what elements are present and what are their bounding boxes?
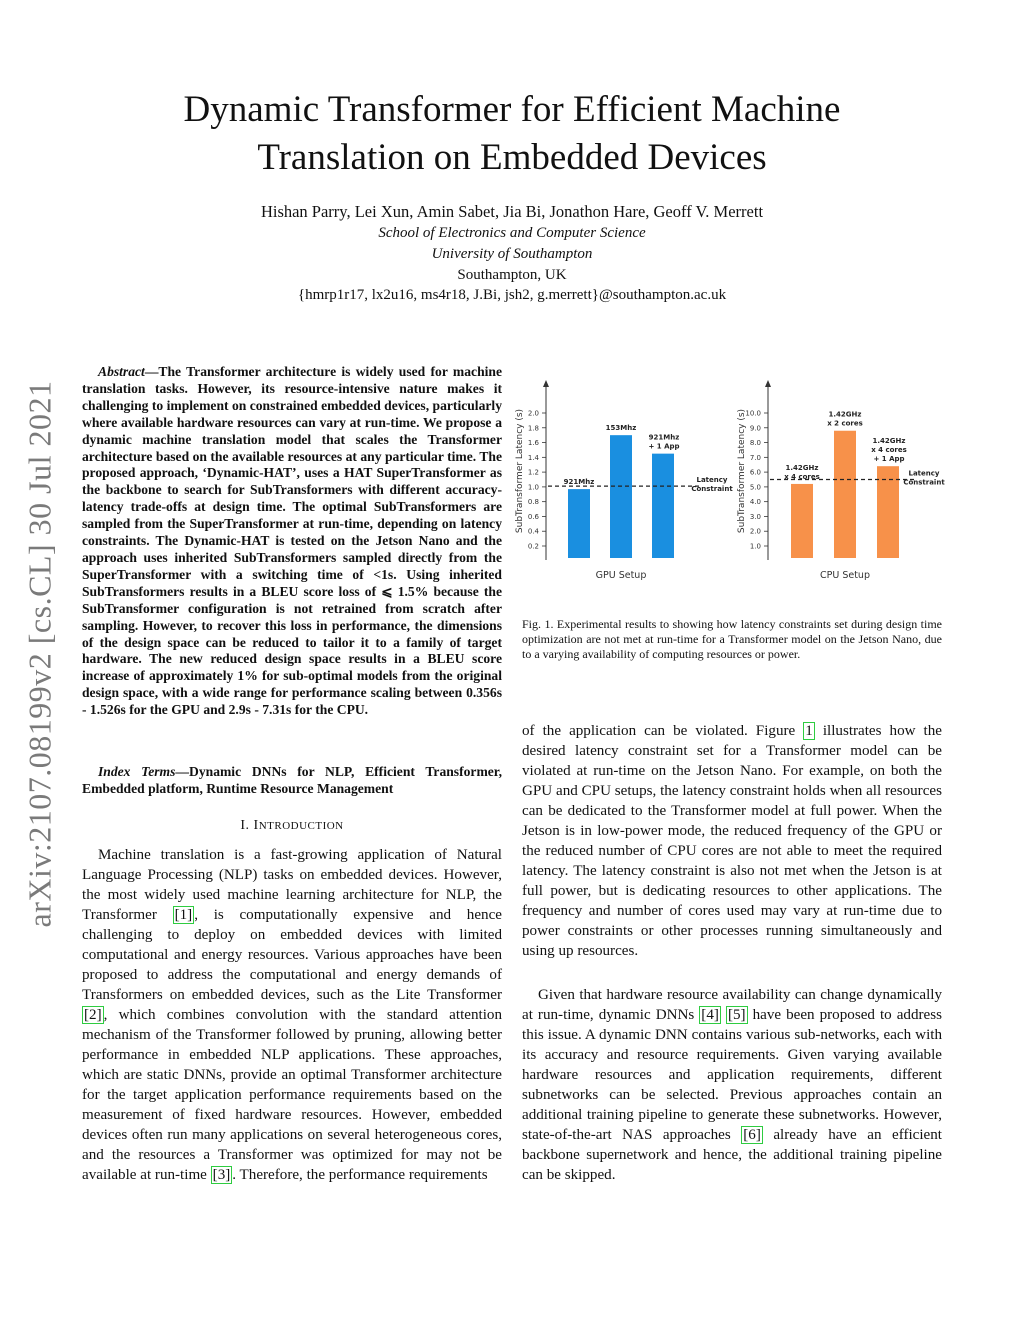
right-text-b: illustrates how the desired latency constraint set for a Transformer model can be violated at run-time on the Jetson Nano. For example, on both the GPU and CPU setups, the latency constraint holds when all resources can be dedicated to the Transformer model at full power. When the Jetson is in low-power mode, the reduced frequency of the GPU or the reduced number of CPU cores are not able to meet the required latency. The latency constraint is also not met when the Jetson is at full power, but is dedicating resources to other applications. The frequency and number of cores used may vary at run-time due to power constraints or other processes running simultaneously and using up resources. xyxy=(522,723,942,959)
bar xyxy=(834,431,856,558)
y-tick-label: 2.0 xyxy=(749,527,761,536)
y-tick-label: 1.4 xyxy=(527,453,539,462)
bar-label: + 1 App xyxy=(873,455,905,464)
y-tick-label: 8.0 xyxy=(749,439,761,448)
title-line-1: Dynamic Transformer for Efficient Machine xyxy=(183,89,841,130)
index-terms-text: —Dynamic DNNs for NLP, Efficient Transformer, Embedded platform, Runtime Resource Management xyxy=(82,764,502,796)
y-tick-label: 5.0 xyxy=(749,483,761,492)
bar xyxy=(652,454,674,558)
authors: Hishan Parry, Lei Xun, Amin Sabet, Jia Bi, Jonathon Hare, Geoff V. Merrett xyxy=(260,202,764,221)
figure-caption: Fig. 1. Experimental results to showing how latency constraints set during design time optimization are not met at run-time for a Transformer model on the Jetson Nano, due to a varying availability of computing resources or power. xyxy=(522,617,942,662)
citation-link[interactable]: [4] xyxy=(701,1007,719,1023)
y-tick-label: 1.0 xyxy=(527,483,539,492)
intro-text-b: , is computationally expensive and hence challenging to deploy on embedded devices with limited computational and energy resources. Various approaches have been proposed to address the computational and energy demands of Transformers on embedded devices, such as the Lite Transformer xyxy=(82,907,502,1003)
index-terms-label: Index Terms xyxy=(98,764,176,779)
arxiv-id: arXiv:2107.08199v2 [cs.CL] 30 Jul 2021 xyxy=(21,380,58,928)
abstract-label: Abstract xyxy=(98,364,145,379)
intro-paragraph xyxy=(82,845,502,1185)
intro-text-a: Machine translation is a fast-growing application of Natural Language Processing (NLP) tasks on embedded devices. However, the most widely used machine learning architecture for NLP, the Transformer xyxy=(82,847,502,923)
y-tick-label: 7.0 xyxy=(749,453,761,462)
bar xyxy=(791,484,813,558)
section-number: I. xyxy=(240,818,254,833)
bar-label: 1.42GHz xyxy=(785,463,819,472)
constraint-label: Latency xyxy=(908,469,940,478)
y-tick-label: 1.8 xyxy=(527,424,539,433)
bar xyxy=(877,466,899,558)
right-text-d: have been proposed to address this issue. A dynamic DNN contains various sub-networks, each with its accuracy and resource requirements. Given varying available hardware resources and application requirements, different subnetworks can be selected. Previous approaches contain an additional training pipeline to generate these subnetworks. However, state-of-the-art NAS approaches xyxy=(522,1007,942,1143)
right-text-e: already have an efficient backbone supernetwork and hence, the additional training pipeline can be skipped. xyxy=(522,1127,943,1183)
bar-label: 153Mhz xyxy=(605,424,637,433)
y-tick-label: 3.0 xyxy=(749,512,761,521)
citation-link[interactable]: [1] xyxy=(174,907,193,923)
section-heading xyxy=(82,818,502,834)
y-tick-label: 0.2 xyxy=(527,542,539,551)
y-axis-label: SubTransformer Latency (s) xyxy=(515,408,525,534)
y-tick-label: 2.0 xyxy=(527,409,539,418)
figure-ref-link[interactable]: 1 xyxy=(805,723,813,739)
constraint-label: Constraint xyxy=(691,485,733,494)
y-tick-label: 1.0 xyxy=(749,542,761,551)
bar-label: 1.42GHz xyxy=(828,410,862,419)
bar-label: 1.42GHz xyxy=(872,437,906,446)
constraint-label: Latency xyxy=(696,476,728,485)
citation-link[interactable]: [6] xyxy=(743,1127,761,1143)
constraint-label: Constraint xyxy=(903,478,945,487)
y-tick-label: 6.0 xyxy=(749,468,761,477)
figure-1 xyxy=(512,370,952,592)
right-text-a: of the application can be violated. Figure xyxy=(522,723,804,739)
y-tick-label: 0.4 xyxy=(527,527,539,536)
bar-label: 921Mhz xyxy=(648,433,680,442)
right-paragraph-1 xyxy=(522,721,942,961)
title-line-2: Translation on Embedded Devices xyxy=(257,137,767,178)
y-tick-label: 1.6 xyxy=(527,439,539,448)
affiliation-location: Southampton, UK xyxy=(457,267,567,283)
y-tick-label: 10.0 xyxy=(745,409,761,418)
y-tick-label: 1.2 xyxy=(527,468,539,477)
cpu-latency-chart xyxy=(737,380,945,581)
y-tick-label: 4.0 xyxy=(749,498,761,507)
bar xyxy=(568,489,590,558)
bar-label: + 1 App xyxy=(648,442,680,451)
citation-link[interactable]: [3] xyxy=(212,1167,231,1183)
right-paragraph-2 xyxy=(522,985,942,1185)
y-axis-arrow xyxy=(765,380,771,387)
paper-title xyxy=(0,86,1024,182)
y-axis-arrow xyxy=(543,380,549,387)
y-axis-label: SubTransformer Latency (s) xyxy=(737,408,747,534)
section-first-letter: I xyxy=(253,818,259,833)
abstract-text: —The Transformer architecture is widely used for machine translation tasks. However, its resource-intensive nature makes it challenging to implement on constrained embedded devices, particularly where available hardware resources can vary at run-time. We propose a dynamic machine translation model that scales the Transformer architecture based on the available resources at any particular time. The proposed approach, ‘Dynamic-HAT’, uses a HAT SuperTransformer as the backbone to search for SubTransformers with different accuracy-latency trade-offs at design time. The optimal SubTransformers are sampled from the SuperTransformer at run-time, depending on latency constraints. The Dynamic-HAT is tested on the Jetson Nano and the approach uses inherited SubTransformers sampled directly from the SuperTransformer with a switching time of <1s. Using inherited SubTransformers results in a BLEU score loss of ⩽ 1.5% because the SubTransformer configuration is not retrained from scratch after sampling. However, to recover this loss in performance, the dimensions of the design space can be reduced to tailor it to a family of target hardware. The new reduced design space results in a BLEU score increase of approximately 1% for sub-optimal models from the original design space, with a wide range for performance scaling between 0.356s - 1.526s for the GPU and 2.9s - 7.31s for the CPU. xyxy=(82,364,502,718)
right-text-c: Given that hardware resource availability can change dynamically at run-time, dynamic DNNs xyxy=(522,987,942,1023)
bar-label: x 2 cores xyxy=(827,419,863,428)
bar-label: x 4 cores xyxy=(784,472,820,481)
index-terms xyxy=(82,764,502,798)
bar-label: 921Mhz xyxy=(563,478,595,487)
citation-link[interactable]: [2] xyxy=(84,1007,102,1023)
intro-text-d: . Therefore, the performance requirements xyxy=(232,1167,488,1183)
intro-text-c: , which combines convolution with the standard attention mechanism of the Transformer followed by pruning, allowing better performance in embedded NLP applications. These approaches, which are static DNNs, provide an optimal Transformer architecture for the target application performance requirements based on the measurement of fixed hardware resources. However, embedded devices often run many applications on several heterogeneous cores, and the resources a Transformer was optimized for may not be available at run-time xyxy=(82,1007,502,1183)
affiliation-university: University of Southampton xyxy=(431,246,593,262)
citation-link[interactable]: [5] xyxy=(727,1007,746,1023)
section-rest: NTRODUCTION xyxy=(258,820,344,832)
author-emails: {hmrp1r17, lx2u16, ms4r18, J.Bi, jsh2, g.merrett}@southampton.ac.uk xyxy=(297,287,727,303)
bar xyxy=(610,435,632,558)
affiliation-school: School of Electronics and Computer Science xyxy=(378,225,646,241)
y-tick-label: 9.0 xyxy=(749,424,761,433)
x-axis-label: GPU Setup xyxy=(595,570,647,581)
y-tick-label: 0.6 xyxy=(527,512,539,521)
gpu-latency-chart xyxy=(515,380,733,581)
abstract xyxy=(82,364,502,719)
x-axis-label: CPU Setup xyxy=(820,570,870,581)
bar-label: x 4 cores xyxy=(871,446,907,455)
y-tick-label: 0.8 xyxy=(527,498,539,507)
